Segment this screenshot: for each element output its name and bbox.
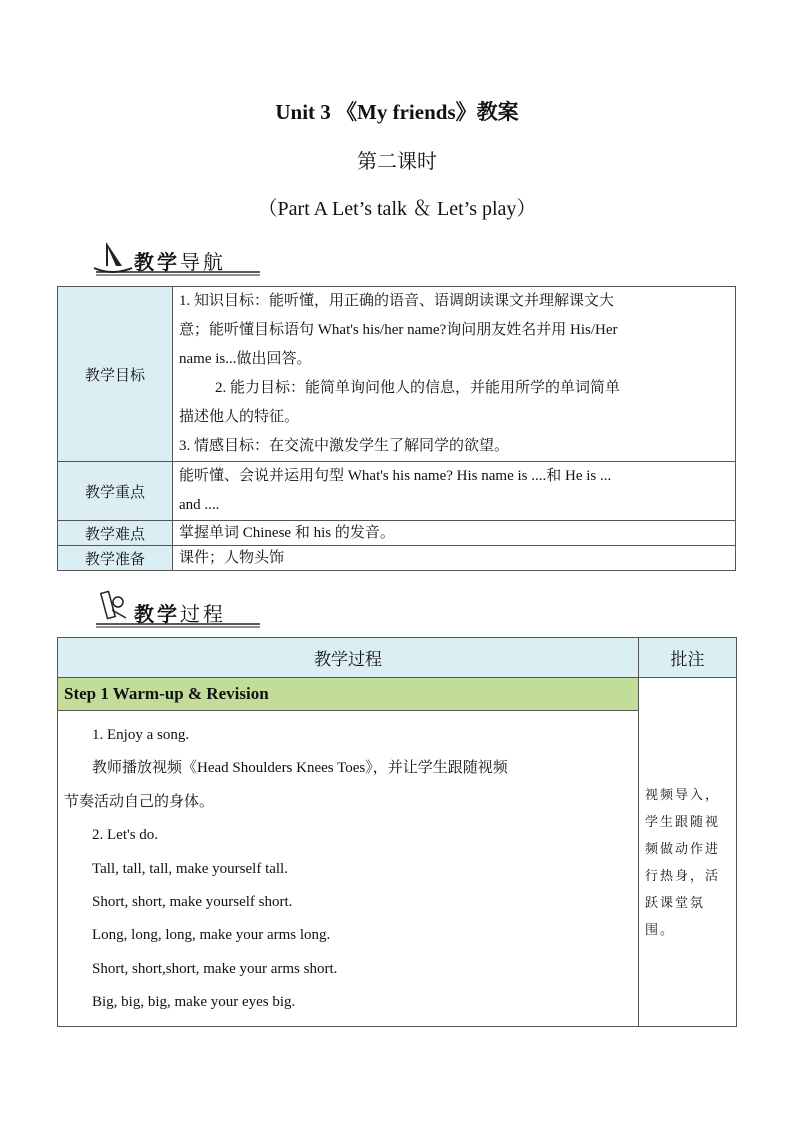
objective-line: 1. 知识目标：能听懂，用正确的语音、语调朗读课文并理解课文大 (179, 293, 615, 309)
process-line: Short, short,short, make your arms short. (92, 960, 338, 977)
key-point-line: 能听懂、会说并运用句型 What's his name? His name is ....和 He is ... (179, 468, 612, 484)
process-line: 节奏活动自己的身体。 (64, 793, 215, 810)
preparation-row (58, 546, 736, 571)
goals-table (57, 286, 736, 571)
step-body (58, 711, 639, 1027)
notes-column-header: 批注 (639, 638, 737, 678)
preparation-label: 教学准备 (58, 546, 173, 571)
note-line: 频做动作进 (645, 842, 721, 857)
lesson-number: 第二课时 (357, 151, 437, 173)
section-label (134, 246, 226, 275)
process-line: 1. Enjoy a song. (92, 727, 190, 743)
difficulty-row (58, 521, 736, 546)
objectives-label: 教学目标 (58, 287, 173, 462)
objective-line: name is...做出回答。 (179, 351, 312, 367)
section-label-light: 过程 (180, 602, 226, 626)
note-line: 视频导入， (645, 788, 721, 803)
step-body-row (58, 711, 737, 1027)
difficulty-content: 掌握单词 Chinese 和 his 的发音。 (173, 521, 736, 546)
objective-line: 描述他人的特征。 (179, 409, 300, 425)
process-line: Tall, tall, tall, make yourself tall. (92, 860, 288, 877)
process-column-header: 教学过程 (58, 638, 639, 678)
section-label-light: 导航 (180, 250, 226, 274)
lesson-parts: （Part A Let’s talk ＆ Let’s play） (257, 198, 537, 220)
key-points-label: 教学重点 (58, 462, 173, 521)
process-table (57, 637, 737, 1027)
document-title: Unit 3 《My friends》教案 (275, 100, 519, 124)
objectives-content (173, 287, 736, 462)
objective-line: 2. 能力目标：能简单询问他人的信息，并能用所学的单词简单 (215, 380, 621, 396)
section-label-bold: 教学 (134, 250, 180, 274)
objective-line: 3. 情感目标：在交流中激发学生了解同学的欲望。 (179, 438, 510, 454)
process-line: 2. Let's do. (92, 827, 159, 844)
key-points-row (58, 462, 736, 521)
notes-cell (639, 678, 737, 1027)
process-line: Long, long, long, make your arms long. (92, 927, 331, 944)
objectives-row (58, 287, 736, 462)
process-header-row (58, 638, 737, 678)
note-line: 行热身，活 (645, 869, 721, 884)
process-line: Short, short, make yourself short. (92, 894, 293, 911)
preparation-content: 课件；人物头饰 (173, 546, 736, 571)
objective-line: 意；能听懂目标语句 What's his/her name?询问朋友姓名并用 His/Her (179, 322, 618, 338)
key-point-line: and .... (179, 497, 220, 513)
process-line: 教师播放视频《Head Shoulders Knees Toes》，并让学生跟随视频 (92, 760, 508, 777)
note-line: 学生跟随视 (645, 815, 721, 830)
section-header-process (92, 588, 262, 632)
step-title: Step 1 Warm-up & Revision (58, 678, 639, 711)
key-points-content (173, 462, 736, 521)
section-label (134, 598, 226, 627)
step-row (58, 678, 737, 711)
section-header-navigation (92, 236, 262, 280)
difficulty-label: 教学难点 (58, 521, 173, 546)
note-line: 跃课堂氛围。 (645, 896, 706, 938)
process-line: Big, big, big, make your eyes big. (92, 994, 296, 1011)
section-label-bold: 教学 (134, 602, 180, 626)
